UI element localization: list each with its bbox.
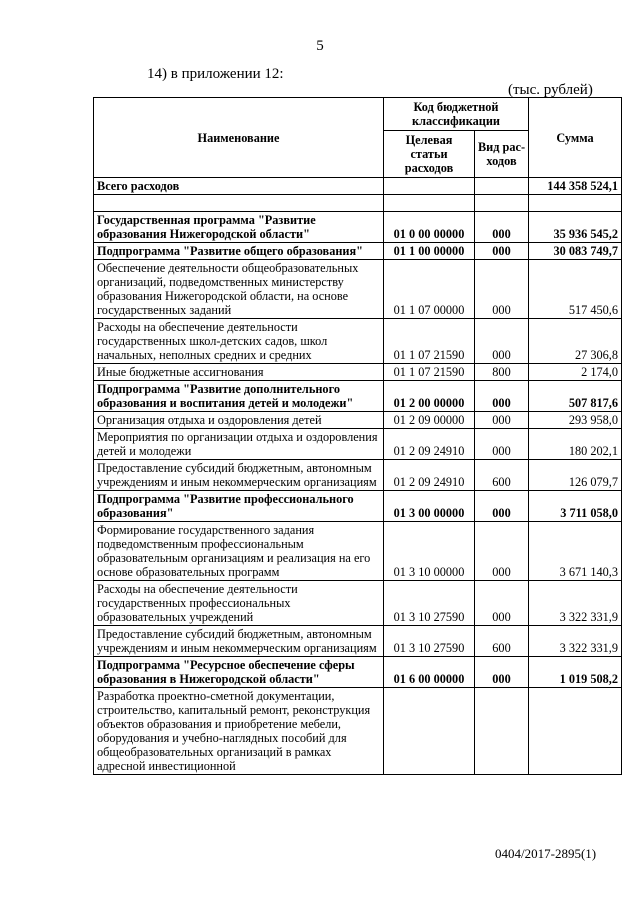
table-row [94, 412, 622, 429]
header-name: Наименование [94, 98, 384, 178]
sum-cell: 3 711 058,0 [529, 491, 622, 522]
table-header [94, 98, 622, 178]
header-code-group: Код бюджетной классификации [384, 98, 529, 131]
sum-cell: 27 306,8 [529, 319, 622, 364]
type-cell: 000 [475, 212, 529, 243]
sum-cell: 517 450,6 [529, 260, 622, 319]
table-row [94, 319, 622, 364]
table-row [94, 381, 622, 412]
name-cell: Подпрограмма "Развитие общего образования" [94, 243, 384, 260]
type-cell: 600 [475, 460, 529, 491]
type-cell: 000 [475, 319, 529, 364]
section-title: 14) в приложении 12: [147, 66, 284, 82]
code-cell: 01 3 00 00000 [384, 491, 475, 522]
code-cell: 01 3 10 00000 [384, 522, 475, 581]
name-cell: Обеспечение деятельности общеобразовательных организаций, подведомственных министерству образования Нижегородской области, на основе государственных заданий [94, 260, 384, 319]
sum-cell: 507 817,6 [529, 381, 622, 412]
table-row [94, 429, 622, 460]
name-cell: Подпрограмма "Развитие дополнительного образования и воспитания детей и молодежи" [94, 381, 384, 412]
name-cell: Подпрограмма "Развитие профессионального образования" [94, 491, 384, 522]
table-row [94, 243, 622, 260]
header-expense-type: Вид рас-ходов [475, 131, 529, 178]
type-cell: 000 [475, 491, 529, 522]
code-cell: 01 1 07 00000 [384, 260, 475, 319]
type-cell: 000 [475, 429, 529, 460]
type-cell: 600 [475, 626, 529, 657]
sum-cell: 3 322 331,9 [529, 581, 622, 626]
sum-cell [529, 688, 622, 775]
name-cell: Предоставление субсидий бюджетным, автономным учреждениям и иным некоммерческим организациям [94, 626, 384, 657]
table-row [94, 364, 622, 381]
name-cell [94, 195, 384, 212]
name-cell: Разработка проектно-сметной документации, строительство, капитальный ремонт, реконструкция объектов образования и приобретение мебели, оборудования и учебно-наглядных пособий для общеобразовательных организаций в рамках адресной инвестиционной [94, 688, 384, 775]
code-cell: 01 2 09 00000 [384, 412, 475, 429]
sum-cell: 30 083 749,7 [529, 243, 622, 260]
sum-cell [529, 195, 622, 212]
sum-cell: 2 174,0 [529, 364, 622, 381]
table-row [94, 688, 622, 775]
name-cell: Всего расходов [94, 178, 384, 195]
table-row [94, 460, 622, 491]
code-cell: 01 3 10 27590 [384, 626, 475, 657]
code-cell: 01 2 00 00000 [384, 381, 475, 412]
code-cell: 01 2 09 24910 [384, 460, 475, 491]
code-cell: 01 2 09 24910 [384, 429, 475, 460]
type-cell: 000 [475, 381, 529, 412]
table-row [94, 212, 622, 243]
sum-cell: 1 019 508,2 [529, 657, 622, 688]
code-cell: 01 1 07 21590 [384, 364, 475, 381]
code-cell: 01 1 00 00000 [384, 243, 475, 260]
type-cell: 000 [475, 260, 529, 319]
header-target-item: Целевая статьи расходов [384, 131, 475, 178]
code-cell [384, 688, 475, 775]
sum-cell: 180 202,1 [529, 429, 622, 460]
name-cell: Подпрограмма "Ресурсное обеспечение сферы образования в Нижегородской области" [94, 657, 384, 688]
table-body [94, 178, 622, 775]
sum-cell: 126 079,7 [529, 460, 622, 491]
name-cell: Формирование государственного задания подведомственным профессиональным образовательным организациям и реализация на его основе образовательных программ [94, 522, 384, 581]
spacer-row [94, 195, 622, 212]
sum-cell: 144 358 524,1 [529, 178, 622, 195]
sum-cell: 293 958,0 [529, 412, 622, 429]
code-cell: 01 6 00 00000 [384, 657, 475, 688]
table-row [94, 491, 622, 522]
type-cell [475, 178, 529, 195]
type-cell: 000 [475, 412, 529, 429]
table-row [94, 522, 622, 581]
sum-cell: 3 322 331,9 [529, 626, 622, 657]
table-row [94, 581, 622, 626]
name-cell: Расходы на обеспечение деятельности государственных профессиональных образовательных учреждений [94, 581, 384, 626]
header-sum: Сумма [529, 98, 622, 178]
type-cell [475, 195, 529, 212]
name-cell: Иные бюджетные ассигнования [94, 364, 384, 381]
name-cell: Предоставление субсидий бюджетным, автономным учреждениям и иным некоммерческим организациям [94, 460, 384, 491]
sum-cell: 35 936 545,2 [529, 212, 622, 243]
code-cell: 01 3 10 27590 [384, 581, 475, 626]
type-cell: 000 [475, 581, 529, 626]
code-cell [384, 178, 475, 195]
type-cell: 000 [475, 243, 529, 260]
name-cell: Расходы на обеспечение деятельности государственных школ-детских садов, школ начальных, неполных средних и средних [94, 319, 384, 364]
type-cell: 800 [475, 364, 529, 381]
type-cell: 000 [475, 522, 529, 581]
name-cell: Мероприятия по организации отдыха и оздоровления детей и молодежи [94, 429, 384, 460]
code-cell: 01 0 00 00000 [384, 212, 475, 243]
table-row [94, 626, 622, 657]
name-cell: Организация отдыха и оздоровления детей [94, 412, 384, 429]
type-cell: 000 [475, 657, 529, 688]
table-row [94, 260, 622, 319]
table-row [94, 657, 622, 688]
page-number: 5 [316, 38, 324, 54]
name-cell: Государственная программа "Развитие образования Нижегородской области" [94, 212, 384, 243]
code-cell: 01 1 07 21590 [384, 319, 475, 364]
type-cell [475, 688, 529, 775]
budget-table [93, 97, 622, 775]
sum-cell: 3 671 140,3 [529, 522, 622, 581]
document-code: 0404/2017-2895(1) [495, 846, 597, 861]
table-row [94, 178, 622, 195]
code-cell [384, 195, 475, 212]
unit-label: (тыс. рублей) [508, 82, 593, 98]
